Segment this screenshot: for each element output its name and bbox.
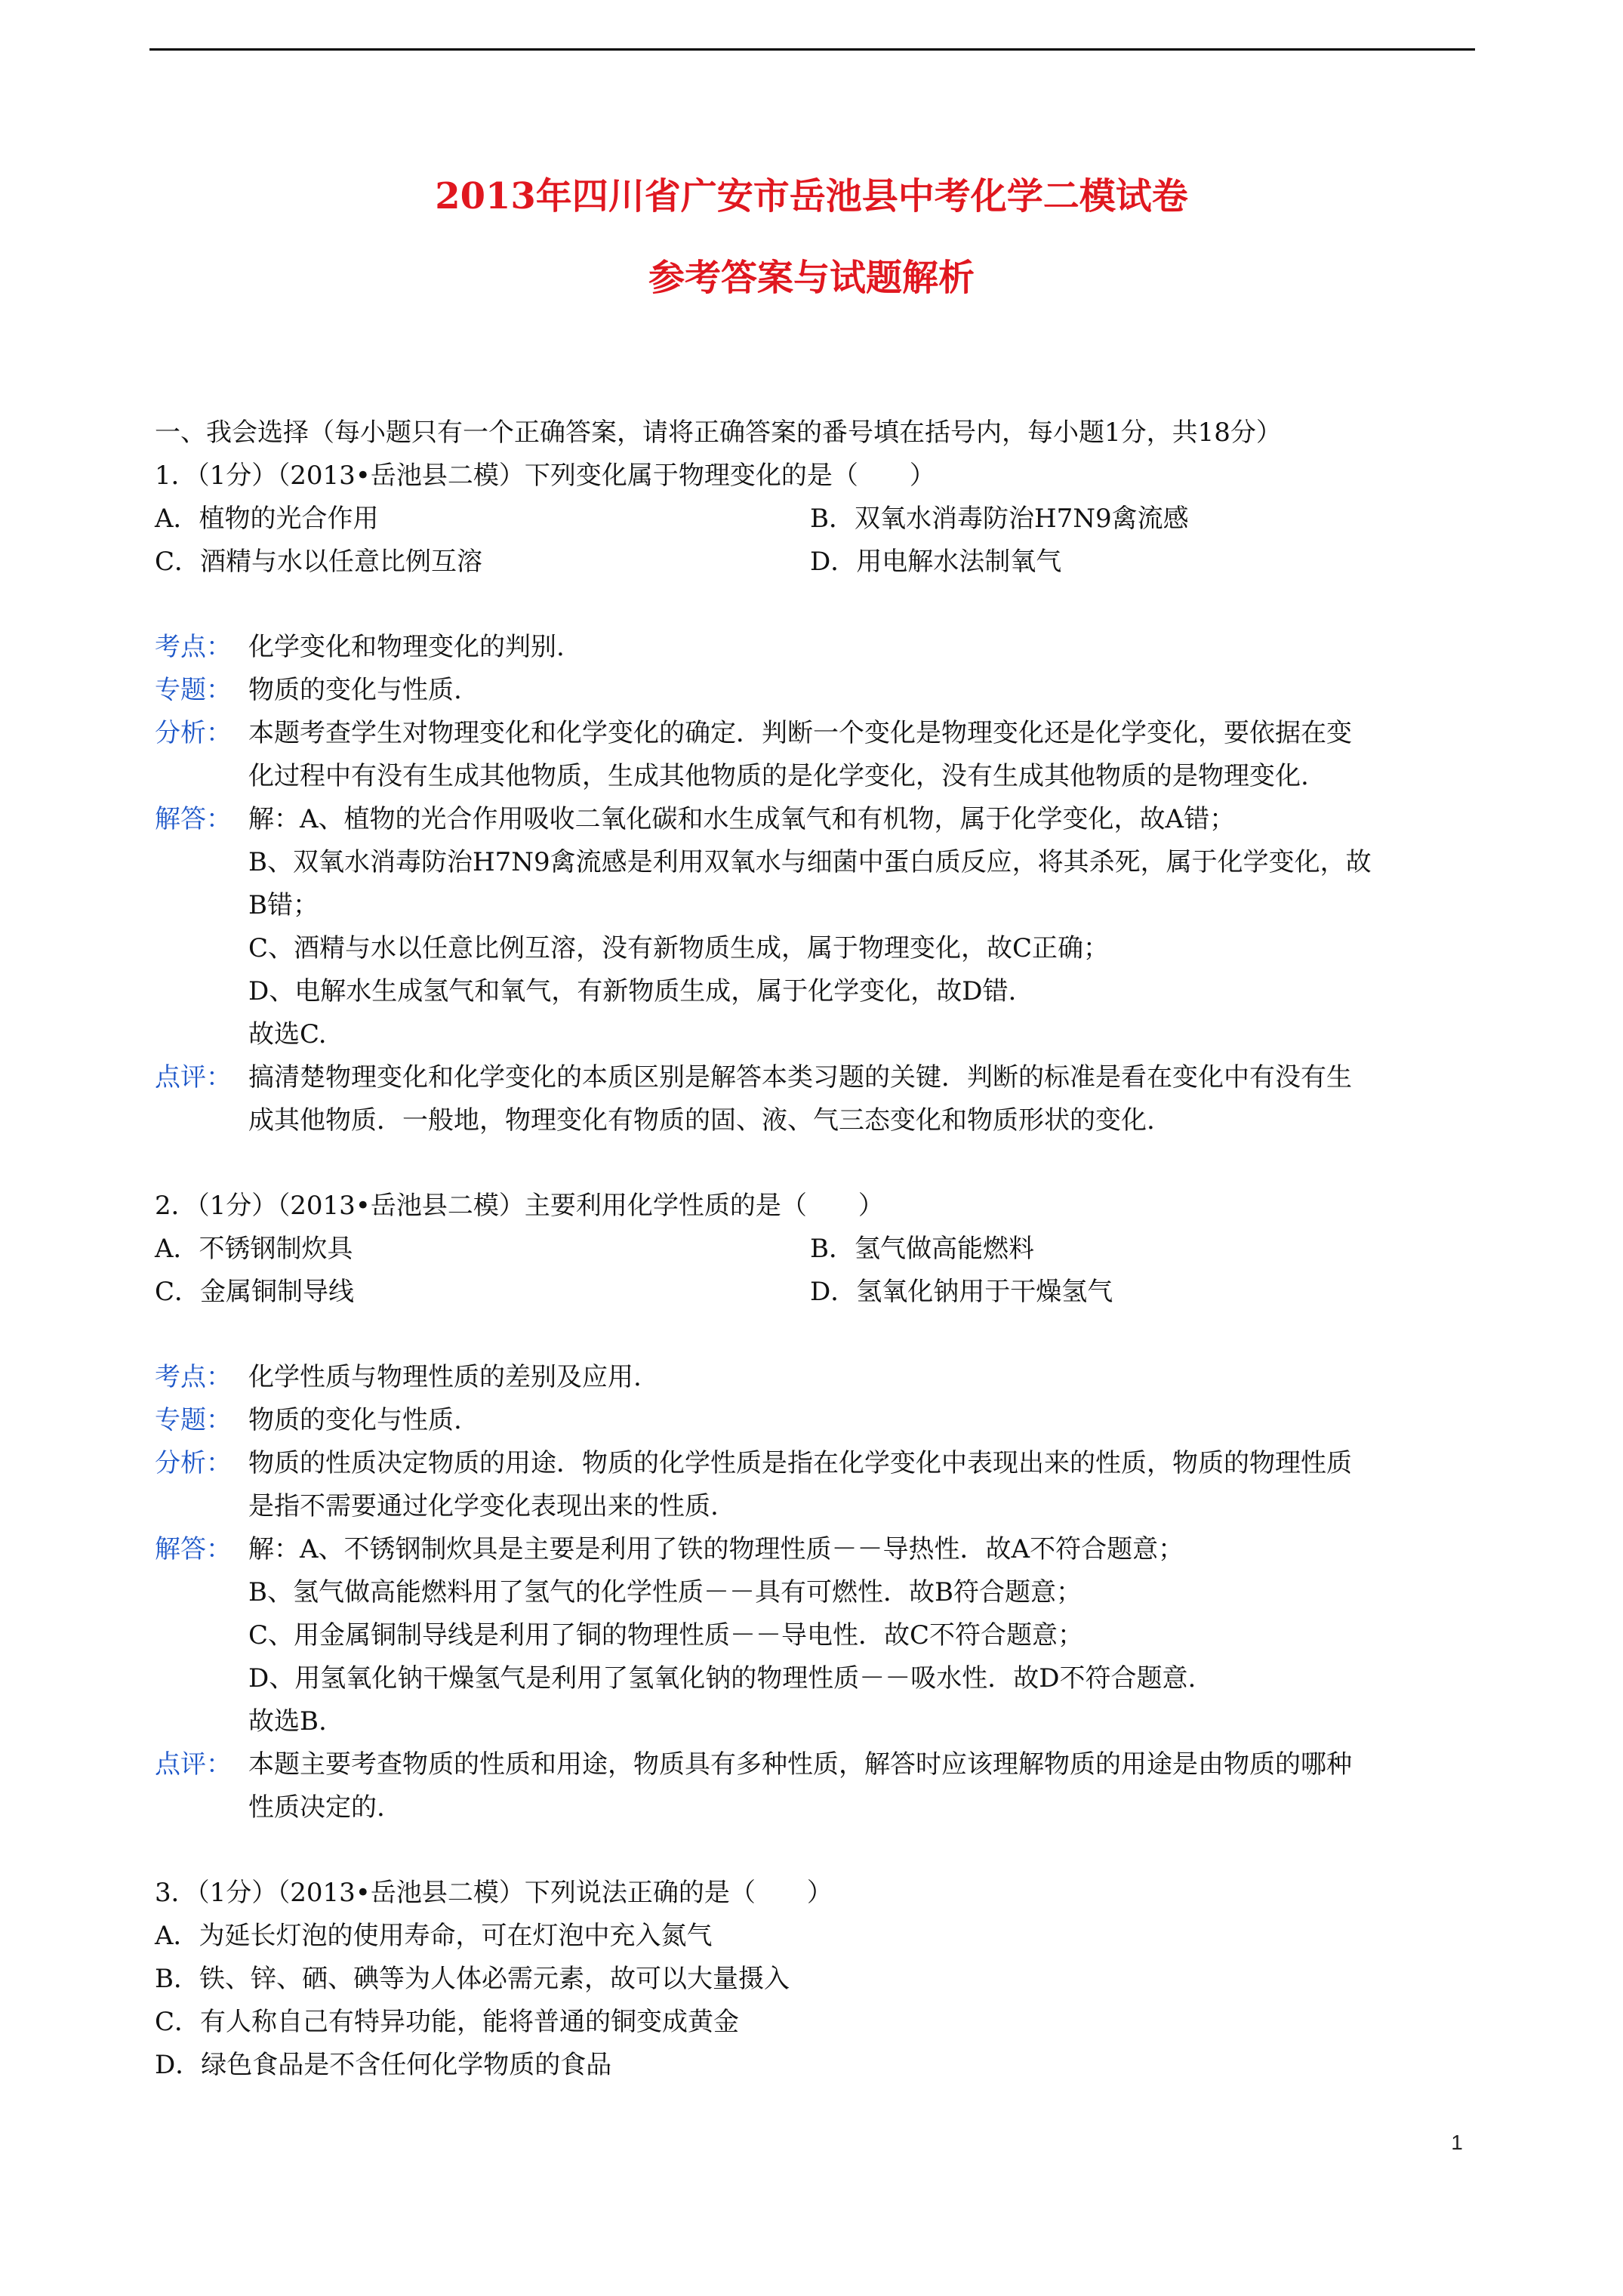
question-2 <box>155 1185 1468 1829</box>
jieda-line: D、用氢氧化钠干燥氢气是利用了氢氧化钠的物理性质－－吸水性．故D不符合题意. <box>248 1663 1196 1693</box>
kaodian-row <box>155 626 1468 669</box>
jieda-line: 故选C. <box>248 1019 327 1049</box>
fenxi-line: 物质的性质决定物质的用途．物质的化学性质是指在化学变化中表现出来的性质，物质的物理性质 <box>248 1448 1352 1478</box>
dianping-line: 性质决定的. <box>248 1792 385 1823</box>
kaodian-row <box>155 1356 1468 1399</box>
kaodian-label: 考点： <box>155 632 232 662</box>
zhuanti-label: 专题： <box>155 1405 232 1435</box>
jieda-line: 解：A、植物的光合作用吸收二氧化碳和水生成氧气和有机物，属于化学变化，故A错； <box>248 804 1236 834</box>
kaodian-text: 化学变化和物理变化的判别. <box>248 632 565 662</box>
jieda-row <box>155 1528 1468 1743</box>
zhuanti-label: 专题： <box>155 675 232 705</box>
jieda-line: 故选B. <box>248 1706 327 1737</box>
fenxi-label: 分析： <box>155 1448 232 1478</box>
option-d: D．氢氧化钠用于干燥氢气 <box>810 1277 1113 1307</box>
dianping-line: 本题主要考查物质的性质和用途，物质具有多种性质，解答时应该理解物质的用途是由物质的哪种 <box>248 1749 1352 1780</box>
fenxi-line: 化过程中有没有生成其他物质，生成其他物质的是化学变化，没有生成其他物质的是物理变化. <box>248 761 1309 791</box>
jieda-line: C、酒精与水以任意比例互溶，没有新物质生成，属于物理变化，故C正确； <box>248 933 1110 963</box>
fenxi-label: 分析： <box>155 718 232 748</box>
jieda-row <box>155 798 1468 1056</box>
option-b: B．双氧水消毒防治H7N9禽流感 <box>810 504 1189 534</box>
question-3 <box>155 1872 1468 2087</box>
dianping-row <box>155 1743 1468 1829</box>
fenxi-row <box>155 712 1468 798</box>
page-number: 1 <box>1451 2131 1463 2154</box>
document-subtitle: 参考答案与试题解析 <box>648 257 975 299</box>
dianping-label: 点评： <box>155 1749 232 1780</box>
zhuanti-text: 物质的变化与性质. <box>248 675 462 705</box>
kaodian-label: 考点： <box>155 1362 232 1392</box>
options-row <box>155 1228 1468 1271</box>
section-heading: 一、我会选择（每小题只有一个正确答案，请将正确答案的番号填在括号内，每小题1分，共18分） <box>155 418 1282 448</box>
jieda-line: C、用金属铜制导线是利用了铜的物理性质－－导电性．故C不符合题意； <box>248 1620 1084 1650</box>
option-a: A．植物的光合作用 <box>155 504 379 534</box>
question-stem: 1．（1分）（2013•岳池县二模）下列变化属于物理变化的是（ ） <box>155 461 935 491</box>
option-a: A．为延长灯泡的使用寿命，可在灯泡中充入氮气 <box>155 1921 713 1951</box>
dianping-line: 搞清楚物理变化和化学变化的本质区别是解答本类习题的关键．判断的标准是看在变化中有没有生 <box>248 1062 1352 1093</box>
option-b: B．氢气做高能燃料 <box>810 1234 1034 1264</box>
dianping-row <box>155 1056 1468 1142</box>
fenxi-line: 本题考查学生对物理变化和化学变化的确定．判断一个变化是物理变化还是化学变化，要依据在变 <box>248 718 1352 748</box>
document-body <box>155 411 1468 2087</box>
option-b: B．铁、锌、硒、碘等为人体必需元素，故可以大量摄入 <box>155 1964 790 1994</box>
option-c: C．金属铜制导线 <box>155 1277 355 1307</box>
option-c: C．酒精与水以任意比例互溶 <box>155 547 483 577</box>
option-d: D．绿色食品是不含任何化学物质的食品 <box>155 2050 612 2080</box>
option-a: A．不锈钢制炊具 <box>155 1234 353 1264</box>
jieda-line: D、电解水生成氢气和氧气，有新物质生成，属于化学变化，故D错. <box>248 976 1017 1006</box>
jieda-label: 解答： <box>155 804 232 834</box>
document-title: 2013年四川省广安市岳池县中考化学二模试卷 <box>435 175 1188 217</box>
options-row <box>155 498 1468 541</box>
kaodian-text: 化学性质与物理性质的差别及应用. <box>248 1362 642 1392</box>
options-row <box>155 1271 1468 1314</box>
options-row <box>155 541 1468 584</box>
fenxi-line: 是指不需要通过化学变化表现出来的性质. <box>248 1491 719 1521</box>
zhuanti-row <box>155 669 1468 712</box>
top-rule <box>149 48 1475 51</box>
question-stem: 3．（1分）（2013•岳池县二模）下列说法正确的是（ ） <box>155 1878 833 1908</box>
question-1 <box>155 455 1468 1142</box>
jieda-line: 解：A、不锈钢制炊具是主要是利用了铁的物理性质－－导热性．故A不符合题意； <box>248 1534 1184 1564</box>
jieda-line: B错； <box>248 890 319 920</box>
option-c: C．有人称自己有特异功能，能将普通的铜变成黄金 <box>155 2007 740 2037</box>
zhuanti-row <box>155 1399 1468 1442</box>
jieda-label: 解答： <box>155 1534 232 1564</box>
dianping-label: 点评： <box>155 1062 232 1093</box>
question-stem: 2．（1分）（2013•岳池县二模）主要利用化学性质的是（ ） <box>155 1191 884 1221</box>
zhuanti-text: 物质的变化与性质. <box>248 1405 462 1435</box>
option-d: D．用电解水法制氧气 <box>810 547 1062 577</box>
dianping-line: 成其他物质．一般地，物理变化有物质的固、液、气三态变化和物质形状的变化. <box>248 1105 1155 1136</box>
jieda-line: B、氢气做高能燃料用了氢气的化学性质－－具有可燃性．故B符合题意； <box>248 1577 1082 1607</box>
jieda-line: B、双氧水消毒防治H7N9禽流感是利用双氧水与细菌中蛋白质反应，将其杀死，属于化学变化，故 <box>248 847 1372 877</box>
fenxi-row <box>155 1442 1468 1528</box>
